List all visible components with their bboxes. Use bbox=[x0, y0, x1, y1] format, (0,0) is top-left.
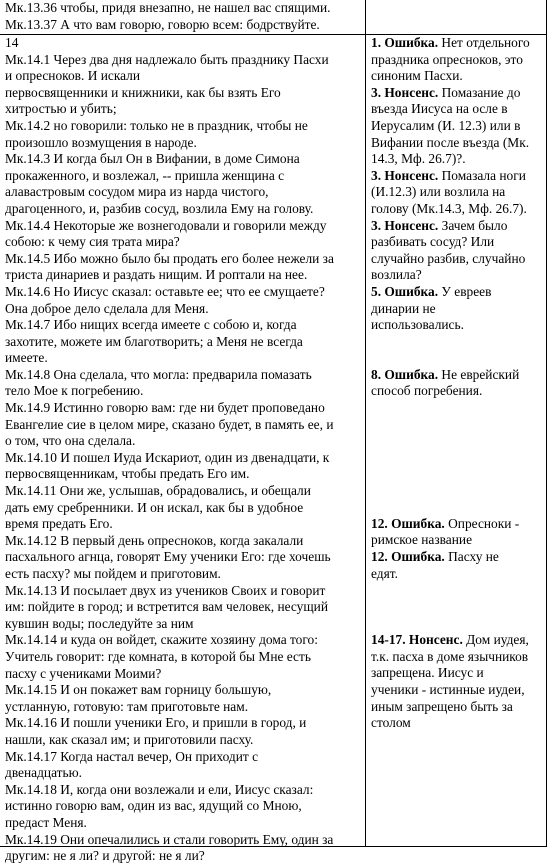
note-text: Зачем было bbox=[438, 217, 508, 233]
verse-line: Мк.14.10 И пошел Иуда Искариот, один из двенадцати, к bbox=[5, 449, 330, 465]
verse-line: им: пойдите в город; и встретится вам человек, несущий bbox=[5, 599, 329, 615]
note-line bbox=[371, 367, 544, 384]
note-label: 3. Нонсенс. bbox=[371, 167, 439, 183]
verse-line: Мк.14.3 И когда был Он в Вифании, в доме Симона bbox=[5, 151, 300, 167]
verse-line: хитростью и убить; bbox=[5, 101, 117, 117]
note-label: 14-17. Нонсенс. bbox=[371, 632, 463, 648]
note-line: ученики - истинные иудеи, bbox=[371, 682, 525, 698]
note-line: запрещена. Иисус и bbox=[371, 665, 484, 681]
note-label: 8. Ошибка. bbox=[371, 366, 439, 382]
verse-line: нашли, как сказал им; и приготовили пасху. bbox=[5, 731, 254, 747]
verse-line: устланную, готовую: там приготовьте нам. bbox=[5, 698, 249, 714]
note-line: столом bbox=[371, 715, 411, 731]
note-label: 3. Нонсенс. bbox=[371, 84, 439, 100]
note-line bbox=[371, 85, 544, 102]
note-line: случайно разбив, случайно bbox=[371, 250, 526, 266]
verse-line: собою: к чему сия трата мира? bbox=[5, 234, 180, 250]
verse-line: прокаженного, и возлежал, -- пришла женщина с bbox=[5, 167, 285, 183]
note-text: Помазание до bbox=[438, 84, 521, 100]
verse-line: Мк.14.18 И, когда они возлежали и ели, Иисус сказал: bbox=[5, 781, 314, 797]
verse-line: о том, что она сделала. bbox=[5, 433, 136, 449]
verse-line: Мк.14.9 Истинно говорю вам: где ни будет проповедано bbox=[5, 400, 325, 416]
verse-line: первосвященникам, чтобы предать Его им. bbox=[5, 466, 250, 482]
note-line: Иерусалим (И. 12.3) или в bbox=[371, 117, 521, 133]
verse-line: пасхального агнца, говорят Ему ученики Его: где хочешь bbox=[5, 549, 331, 565]
note-text: Помазала ноги bbox=[438, 167, 526, 183]
main-row bbox=[0, 35, 546, 864]
verse-line: и опресноков. И искали bbox=[5, 68, 141, 84]
verse-line: триста динариев и раздать нищим. И роптали на нее. bbox=[5, 267, 308, 283]
note-line bbox=[371, 549, 544, 566]
note-text: Не еврейский bbox=[438, 366, 520, 382]
verse-line: предаст Меня. bbox=[5, 814, 87, 830]
top-text-cell bbox=[0, 0, 356, 34]
note-line: способ погребения. bbox=[371, 383, 483, 399]
note-label: 12. Ошибка. bbox=[371, 515, 445, 531]
note-text: У евреев bbox=[438, 283, 492, 299]
note-line: римское название bbox=[371, 532, 473, 548]
verse-line: Евангелие сие в целом мире, сказано будет, в память ее, и bbox=[5, 416, 334, 432]
spacer bbox=[371, 400, 544, 516]
note-line bbox=[371, 218, 544, 235]
verse-line: Мк.14.7 Ибо нищих всегда имеете с собою и, когда bbox=[5, 317, 297, 333]
top-notes-cell bbox=[365, 0, 546, 34]
note-line bbox=[371, 168, 544, 185]
note-line: (И.12.3) или возлила на bbox=[371, 184, 506, 200]
note-line: Вифании после въезда (Мк. bbox=[371, 134, 530, 150]
note-text: Пасху не bbox=[444, 549, 499, 565]
verse-line: Мк.14.8 Она сделала, что могла: предварила помазать bbox=[5, 366, 312, 382]
verse-line: другим: не я ли? и другой: не я ли? bbox=[5, 848, 205, 864]
note-line: едят. bbox=[371, 565, 398, 581]
top-row bbox=[0, 0, 546, 35]
note-line: иным запрещено быть за bbox=[371, 698, 513, 714]
verse-line: есть пасху? мы пойдем и приготовим. bbox=[5, 566, 221, 581]
verse-line: двенадцатью. bbox=[5, 765, 82, 781]
verse-line: имеете. bbox=[5, 350, 48, 366]
verse-line: Мк.13.37 А что вам говорю, говорю всем: бодрствуйте. bbox=[5, 16, 320, 32]
verse-line: Мк.14.19 Они опечалились и стали говорить Ему, один за bbox=[5, 831, 334, 847]
verse-line: время предать Его. bbox=[5, 516, 113, 532]
verse-line: Мк.14.2 но говорили: только не в праздник, чтобы не bbox=[5, 117, 308, 133]
verse-line: Мк.14.16 И пошли ученики Его, и пришли в город, и bbox=[5, 715, 307, 731]
note-line: т.к. пасха в доме язычников bbox=[371, 648, 529, 664]
verse-line: произошло возмущения в народе. bbox=[5, 134, 197, 150]
note-line: въезда Иисуса на осле в bbox=[371, 101, 508, 117]
note-line: 14.3, Мф. 26.7)?. bbox=[371, 151, 466, 167]
verse-line: Мк.14.15 И он покажет вам горницу большую, bbox=[5, 682, 272, 698]
note-text: Дом иудея, bbox=[462, 632, 529, 648]
note-label: 3. Нонсенс. bbox=[371, 217, 439, 233]
verse-line: тело Мое к погребению. bbox=[5, 383, 144, 399]
note-label: 1. Ошибка. bbox=[371, 35, 439, 50]
scripture-column bbox=[0, 35, 356, 864]
verse-line: Мк.14.17 Когда настал вечер, Он приходит с bbox=[5, 748, 259, 764]
note-label: 5. Ошибка. bbox=[371, 283, 439, 299]
verse-line: пасху с учениками Моими? bbox=[5, 665, 162, 681]
spacer bbox=[371, 334, 544, 367]
commentary-column bbox=[365, 35, 546, 846]
note-text: Нет отдельного bbox=[438, 35, 530, 50]
note-line: разбивать сосуд? Или bbox=[371, 234, 495, 250]
verse-line: Она доброе дело сделала для Меня. bbox=[5, 300, 209, 316]
verse-line: истинно говорю вам, один из вас, ядущий со Мною, bbox=[5, 798, 302, 814]
note-line: использовались. bbox=[371, 317, 464, 333]
note-line: праздника опресноков, это bbox=[371, 51, 523, 67]
verse-line: дать ему сребренники. И он искал, как бы в удобное bbox=[5, 499, 304, 515]
note-line bbox=[371, 632, 544, 649]
verse-line: Мк.14.1 Через два дня надлежало быть празднику Пасхи bbox=[5, 51, 329, 67]
note-text: Опресноки - bbox=[444, 515, 520, 531]
verse-line: Мк.14.6 Но Иисус сказал: оставьте ее; что ее смущаете? bbox=[5, 283, 325, 299]
verse-line: Мк.14.13 И посылает двух из учеников Своих и говорит bbox=[5, 582, 326, 598]
verse-line: Мк.14.14 и куда он войдет, скажите хозяину дома того: bbox=[5, 632, 318, 648]
verse-line: Мк.14.11 Они же, услышав, обрадовались, и обещали bbox=[5, 483, 311, 499]
spacer bbox=[371, 582, 544, 632]
note-line: динарии не bbox=[371, 300, 436, 316]
verse-line: Учитель говорит: где комната, в которой бы Мне есть bbox=[5, 648, 311, 664]
note-line bbox=[371, 35, 544, 52]
verse-line: захотите, можете им благотворить; а Меня не всегда bbox=[5, 333, 303, 349]
note-line: возлила? bbox=[371, 267, 422, 283]
verse-line: Мк.14.4 Некоторые же вознегодовали и говорили между bbox=[5, 217, 327, 233]
verse-line: драгоценного, и, разбив сосуд, возлила Ему на голову. bbox=[5, 200, 314, 216]
verse-line: первосвященники и книжники, как бы взять Его bbox=[5, 84, 281, 100]
note-line bbox=[371, 516, 544, 533]
verse-line: алавастровым сосудом мира из нарда чистого, bbox=[5, 184, 269, 200]
verse-line: кувшин воды; последуйте за ним bbox=[5, 615, 194, 631]
note-line: голову (Мк.14.3, Мф. 26.7). bbox=[371, 200, 527, 216]
note-line: синоним Пасхи. bbox=[371, 68, 463, 84]
note-line bbox=[371, 284, 544, 301]
verse-line: Мк.13.36 чтобы, придя внезапно, не нашел вас спящими. bbox=[5, 0, 331, 15]
verse-line: Мк.14.5 Ибо можно было бы продать его более нежели за bbox=[5, 250, 334, 266]
chapter-number: 14 bbox=[5, 35, 19, 50]
verse-line: Мк.14.12 В первый день опресноков, когда закалали bbox=[5, 532, 304, 548]
note-label: 12. Ошибка. bbox=[371, 549, 445, 565]
